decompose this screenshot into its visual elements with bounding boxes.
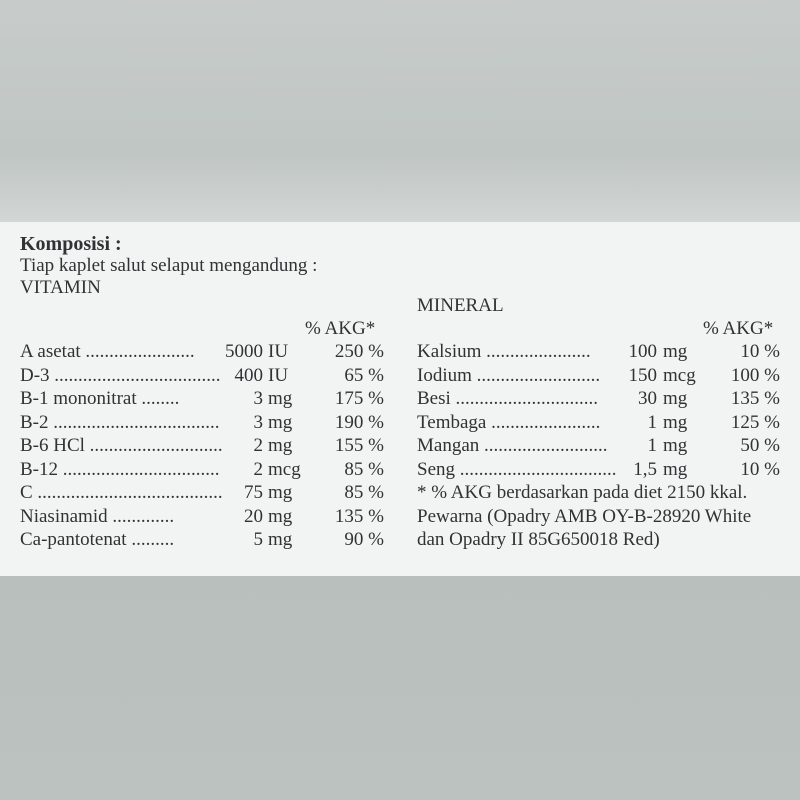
vitamin-amount: 2: [253, 435, 263, 456]
mineral-akg: 10 %: [740, 341, 780, 362]
table-row: [0, 505, 800, 529]
mineral-akg: 135 %: [730, 388, 780, 409]
vitamin-akg: 85 %: [344, 482, 384, 503]
mineral-akg: 100 %: [730, 364, 780, 386]
mineral-name: Besi ..............................: [417, 388, 599, 409]
mineral-amount: 1: [647, 435, 657, 456]
mineral-unit: mg: [663, 458, 688, 480]
vitamin-amount: 400: [234, 364, 263, 386]
vitamin-unit: IU: [268, 341, 289, 362]
vitamin-amount: 3: [253, 388, 263, 409]
table-row: [0, 434, 800, 458]
table-row: [0, 481, 800, 505]
vitamin-unit: IU: [268, 364, 289, 386]
mineral-name: Seng .................................: [417, 458, 617, 480]
mineral-name: Tembaga .......................: [417, 411, 601, 433]
mineral-amount: 1: [647, 411, 657, 433]
table-row: [0, 411, 800, 435]
colorant-note-continued: dan Opadry II 85G650018 Red): [417, 529, 660, 550]
vitamin-unit: mg: [268, 482, 293, 503]
mineral-unit: mcg: [663, 364, 696, 386]
mineral-name: Iodium ..........................: [417, 364, 601, 386]
vitamin-akg: 175 %: [334, 388, 384, 409]
vitamin-amount: 75: [244, 482, 263, 503]
vitamin-name: B-1 mononitrat ........: [20, 388, 180, 409]
vitamin-unit: mcg: [268, 458, 301, 480]
mineral-amount: 30: [638, 388, 657, 409]
mineral-header: MINERAL: [417, 295, 504, 316]
vitamin-akg: 155 %: [334, 435, 384, 456]
mineral-amount: 1,5: [633, 458, 657, 480]
mineral-unit: mg: [663, 435, 688, 456]
mineral-amount: 150: [628, 364, 657, 386]
mineral-name: Mangan ..........................: [417, 435, 608, 456]
vitamin-name: Ca-pantotenat .........: [20, 529, 175, 550]
table-row: [0, 340, 800, 364]
vitamin-amount: 2: [253, 458, 263, 480]
vitamin-name: D-3 ...................................: [20, 364, 221, 386]
vitamin-unit: mg: [268, 529, 293, 550]
vitamin-name: B-6 HCl ............................: [20, 435, 223, 456]
composition-table: [0, 340, 800, 552]
background-top: [0, 0, 800, 222]
mineral-unit: mg: [663, 388, 688, 409]
vitamin-name: B-2 ...................................: [20, 411, 220, 433]
table-row: [0, 528, 800, 552]
vitamin-unit: mg: [268, 505, 293, 527]
mineral-unit: mg: [663, 411, 688, 433]
table-row: [0, 458, 800, 482]
mineral-unit: mg: [663, 341, 688, 362]
vitamin-akg: 135 %: [334, 505, 384, 527]
composition-label: [0, 222, 800, 576]
composition-subtitle: Tiap kaplet salut selaput mengandung :: [20, 255, 318, 276]
vitamin-akg-header: % AKG*: [305, 318, 376, 339]
background-bottom: [0, 576, 800, 800]
vitamin-unit: mg: [268, 435, 293, 456]
vitamin-akg: 90 %: [344, 529, 384, 550]
mineral-akg: 10 %: [740, 458, 780, 480]
vitamin-akg: 190 %: [334, 411, 384, 433]
vitamin-name: A asetat .......................: [20, 341, 195, 362]
akg-footnote: * % AKG berdasarkan pada diet 2150 kkal.: [417, 482, 748, 503]
mineral-amount: 100: [628, 341, 657, 362]
vitamin-name: C .......................................: [20, 482, 223, 503]
vitamin-unit: mg: [268, 411, 293, 433]
vitamin-amount: 20: [244, 505, 263, 527]
vitamin-akg: 250 %: [334, 341, 384, 362]
vitamin-akg: 85 %: [344, 458, 384, 480]
vitamin-header: VITAMIN: [20, 277, 101, 298]
vitamin-akg: 65 %: [344, 364, 384, 386]
vitamin-amount: 5: [253, 529, 263, 550]
vitamin-name: Niasinamid .............: [20, 505, 175, 527]
mineral-akg: 50 %: [740, 435, 780, 456]
mineral-name: Kalsium ......................: [417, 341, 591, 362]
vitamin-unit: mg: [268, 388, 293, 409]
table-row: [0, 364, 800, 388]
vitamin-amount: 5000: [225, 341, 263, 362]
table-row: [0, 387, 800, 411]
vitamin-name: B-12 .................................: [20, 458, 220, 480]
mineral-akg-header: % AKG*: [703, 318, 774, 339]
mineral-akg: 125 %: [730, 411, 780, 433]
vitamin-amount: 3: [253, 411, 263, 433]
composition-title: Komposisi :: [20, 233, 122, 255]
colorant-note: Pewarna (Opadry AMB OY-B-28920 White: [417, 505, 752, 527]
